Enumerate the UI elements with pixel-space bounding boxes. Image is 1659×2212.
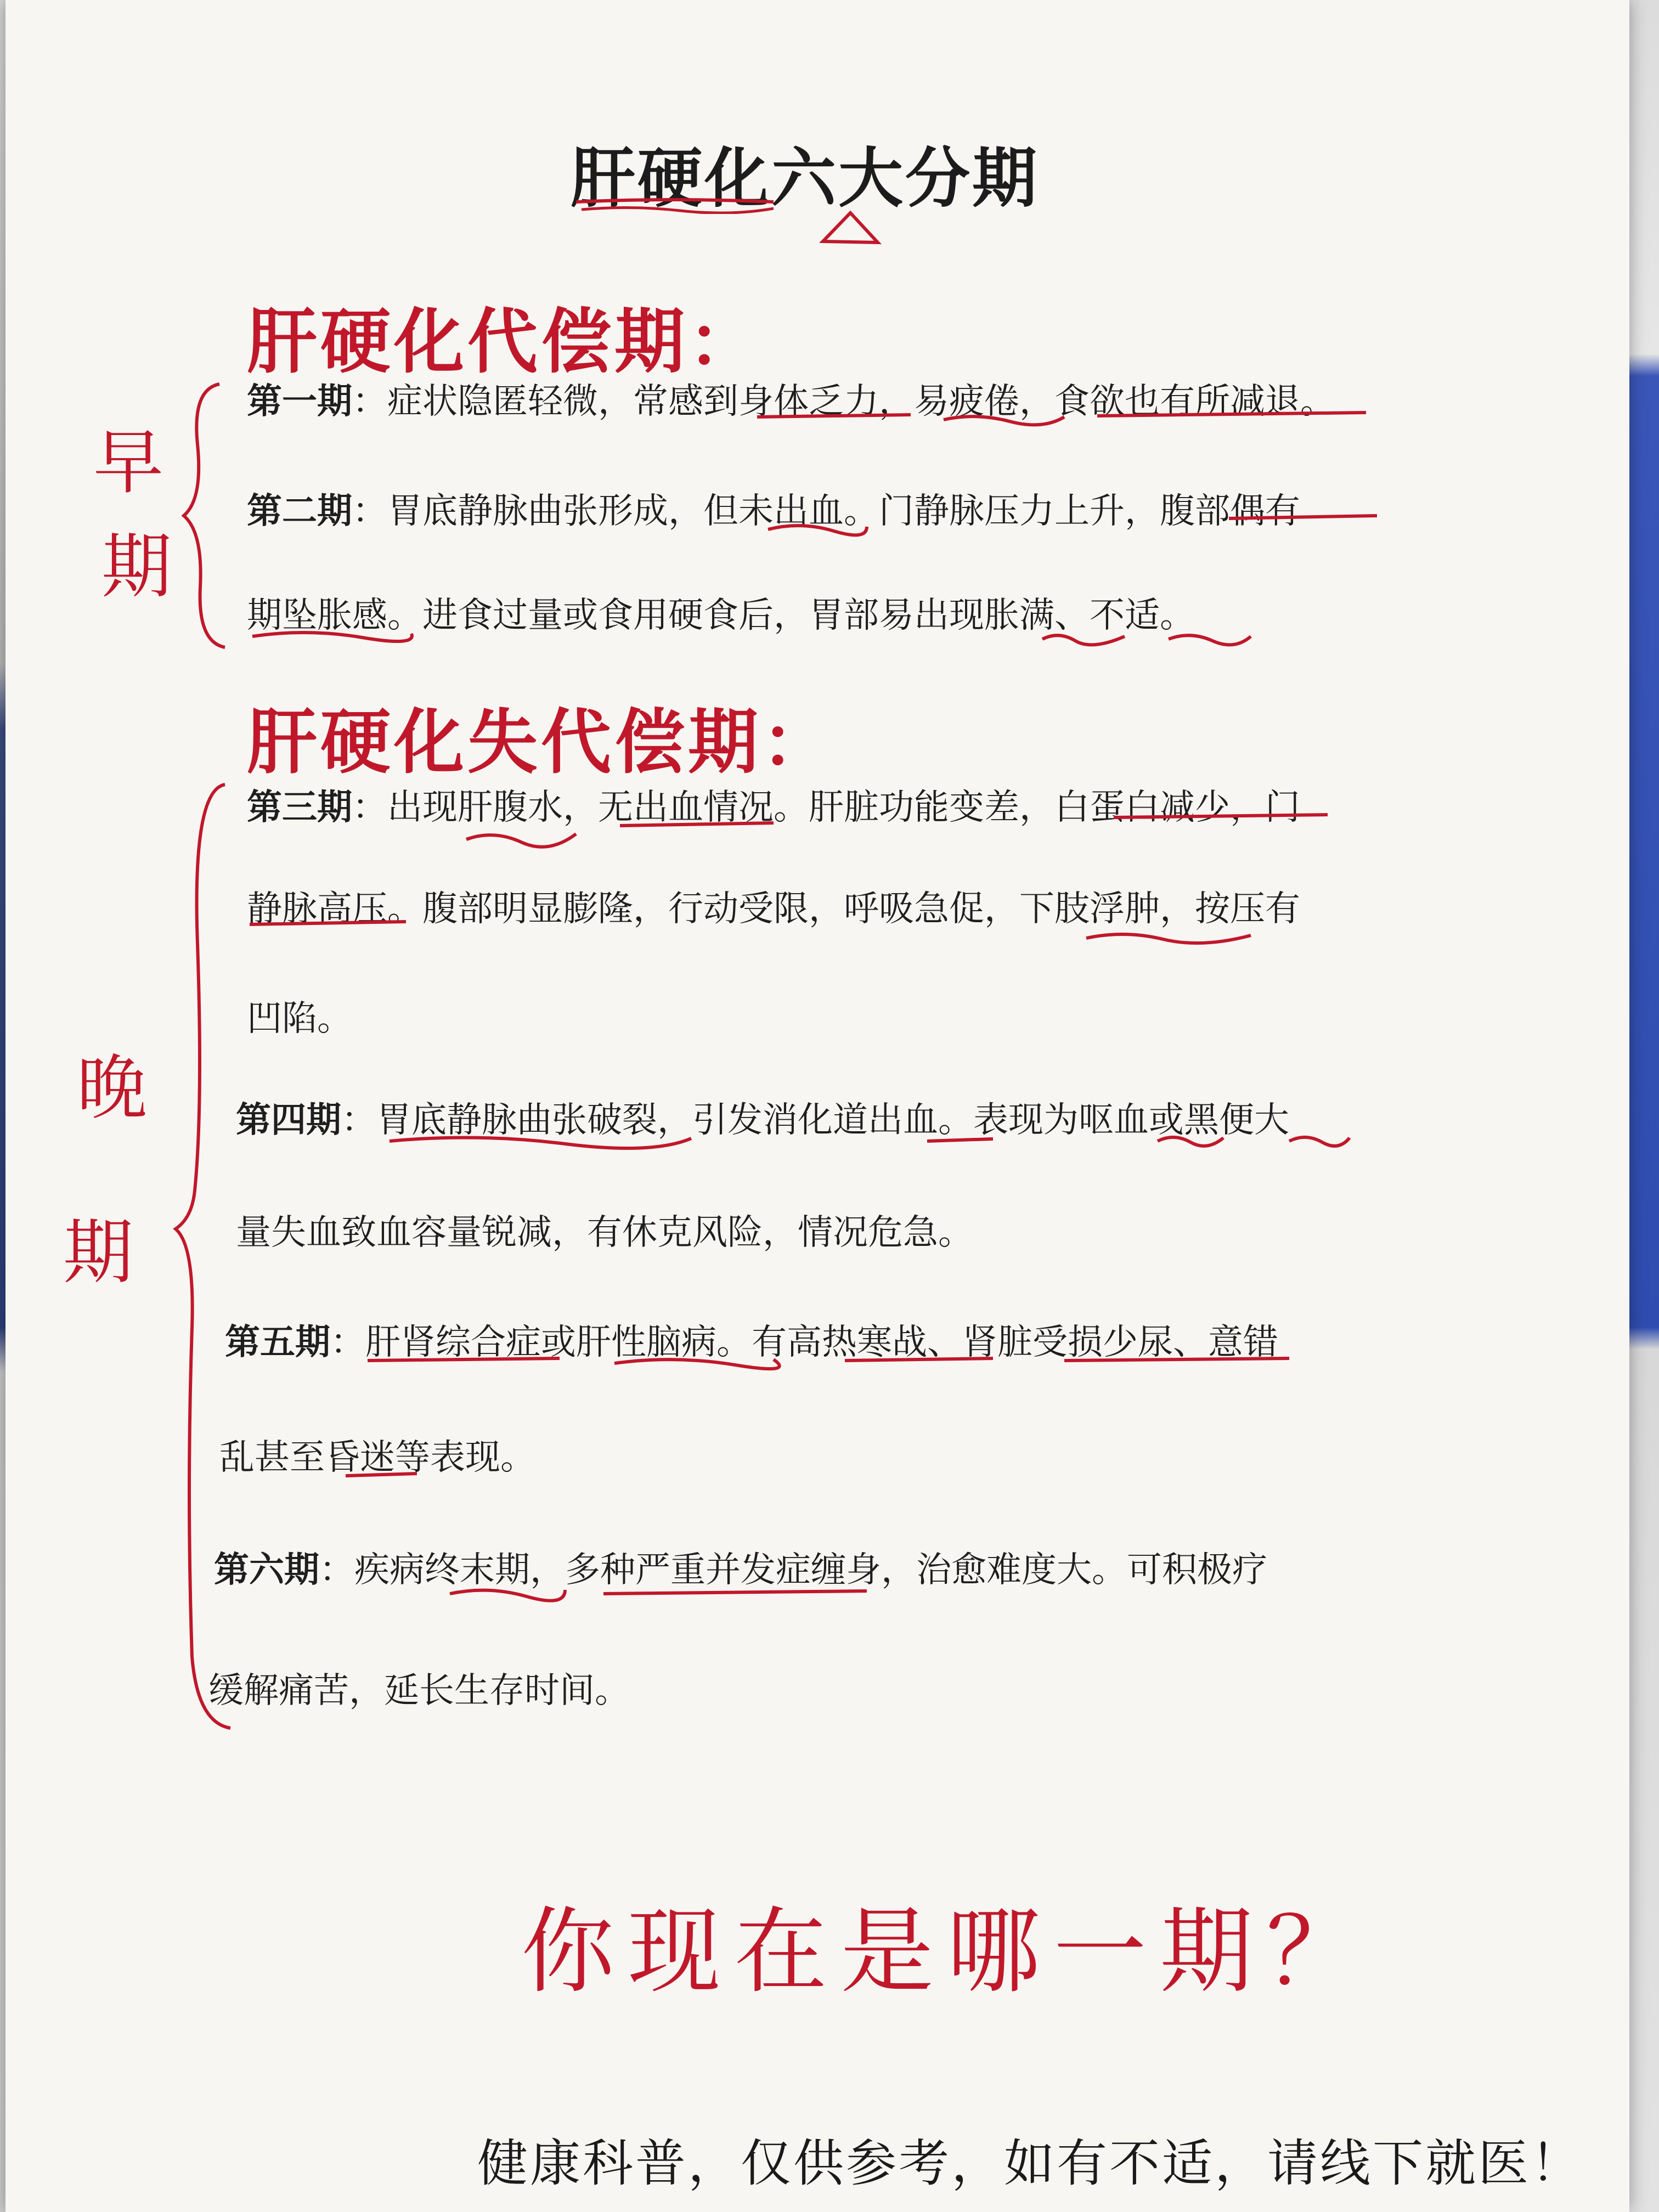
stage-2-label: 第二期 [247,491,352,532]
late-label-top: 晚 [77,1047,148,1129]
stage-1-text: 症状隐匿轻微，常感到身体乏力，易疲倦，食欲也有所减退。 [387,381,1335,422]
stage-5-text-1: 肝肾综合症或肝性脑病。有高热寒战、肾脏受损少尿、意错 [365,1322,1278,1363]
stage-6-text-1: 疾病终末期，多种严重并发症缠身，治愈难度大。可积极疗 [354,1550,1267,1590]
stage-5-label: 第五期 [225,1322,330,1363]
decompensated-heading: 肝硬化失代偿期： [247,701,836,783]
early-label-bottom: 期 [101,526,172,608]
colon: ： [330,1322,365,1363]
late-label-bottom: 期 [63,1212,134,1294]
stage-6-text-2: 缓解痛苦，延长生存时间。 [208,1671,630,1711]
stage-1-label: 第一期 [247,381,352,422]
stage-3-text-1: 出现肝腹水，无出血情况。肝脏功能变差，白蛋白减少，门 [387,787,1300,828]
stage-3-text-3: 凹陷。 [247,998,352,1039]
stage-4-text-2: 量失血致血容量锐减，有休克风险，情况危急。 [236,1212,973,1253]
colon: ： [352,787,387,828]
colon: ： [341,1100,376,1141]
stage-4-text-1: 胃底静脉曲张破裂，引发消化道出血。表现为呕血或黑便大 [376,1100,1289,1141]
paper-sheet [5,0,1629,2212]
compensated-heading: 肝硬化代偿期： [247,301,762,383]
colon: ： [319,1550,354,1590]
stage-5-text-2: 乱甚至昏迷等表现。 [219,1437,535,1478]
stage-3-label: 第三期 [247,787,352,828]
colon: ： [352,491,387,532]
early-label-top: 早 [93,422,164,504]
stage-2-text-2: 期坠胀感。进食过量或食用硬食后，胃部易出现胀满、不适。 [247,595,1195,636]
stage-6-label: 第六期 [214,1550,319,1590]
stage-3-text-2: 静脉高压。腹部明显膨隆，行动受限，呼吸急促，下肢浮肿，按压有 [247,889,1300,929]
handwritten-underlines [5,0,1629,1810]
stage-4-label: 第四期 [236,1100,341,1141]
colon: ： [352,381,387,422]
disclaimer-footer: 健康科普，仅供参考，如有不适，请线下就医！ [477,2134,1584,2193]
closing-question: 你现在是哪一期？ [521,1898,1373,2006]
page-title: 肝硬化六大分期 [571,140,1040,216]
stage-2-text-1: 胃底静脉曲张形成，但未出血。门静脉压力上升，腹部偶有 [387,491,1300,532]
